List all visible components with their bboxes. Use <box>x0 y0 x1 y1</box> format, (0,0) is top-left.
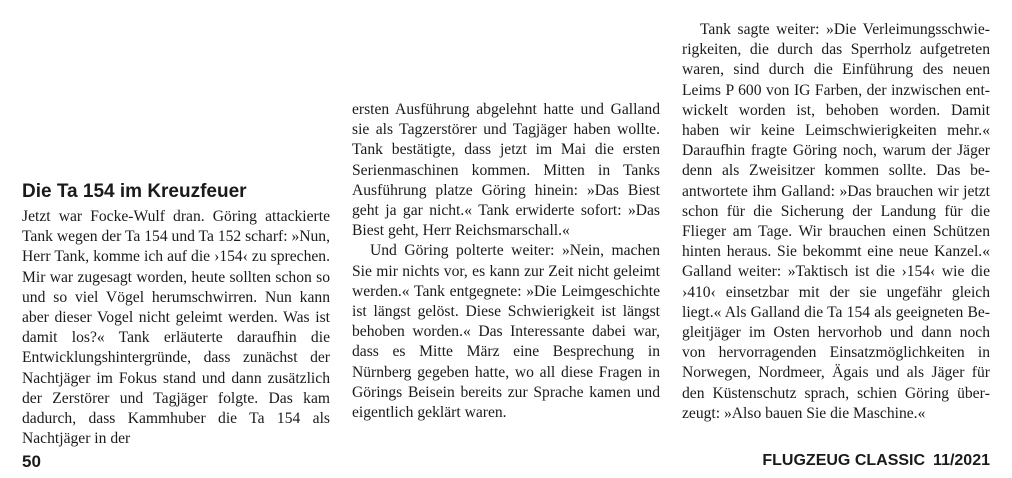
magazine-title: FLUGZEUG CLASSIC <box>762 452 926 469</box>
column-2-paragraph-2: Und Göring polterte weiter: »Nein, machen Sie mir nichts vor, es kann zur Zeit nicht geleimt werden.« Tank entgegnete: »Die Leimgeschichte ist längst gelöst. Diese Schwierigkeit ist längst behoben worden.« Das Interessante dabei war, dass es Mitte März eine Besprechung in Nürnberg gegeben hatte, wo all diese Fragen in Görings Beisein bereits zur Sprache kamen und eigentlich geklärt waren. <box>352 242 660 422</box>
article-column-1 <box>22 180 330 449</box>
column-1-text: Jetzt war Focke-Wulf dran. Göring attackierte Tank wegen der Ta 154 und Ta 152 scharf: »Nun, Herr Tank, komme ich auf die ›154‹ zu sprechen. Mir war zugesagt worden, heute sollten schon so und so viel Vögel herumschwirren. Nun kann aber dieser Vogel nicht geleimt werden. Was ist damit los?« Tank erläuterte daraufhin die Entwicklungshintergründe, dass zunächst der Nachtjäger im Fokus stand und dann zusätzlich der Zerstörer und Tagjäger folgte. Das kam dadurch, dass Kammhuber die Ta 154 als Nachtjäger in der <box>22 208 330 448</box>
article-column-3 <box>682 20 990 424</box>
magazine-footer <box>762 452 990 470</box>
section-heading: Die Ta 154 im Kreuzfeuer <box>22 181 247 202</box>
page-number: 50 <box>22 452 41 471</box>
issue-number: 11/2021 <box>933 452 990 469</box>
article-column-2 <box>352 100 660 423</box>
column-2-paragraph-1: ersten Ausführung abgelehnt hatte und Galland sie als Tagzerstörer und Tagjäger haben wollte. Tank bestätigte, dass jetzt im Mai die ersten Serienmaschinen kommen. Mitten in Tanks Ausführung platze Göring hinein: »Das Biest geht ja gar nicht.« Tank erwiderte sofort: »Das Biest geht, Herr Reichsmarschall.« <box>352 101 660 240</box>
column-3-text: Tank sagte weiter: »Die Verleimungsschwierigkeiten, die durch das Sperrholz aufgetreten waren, sind durch die Einführung des neuen Leims P 600 von IG Farben, der inzwischen entwickelt worden ist, behoben worden. Damit haben wir keine Leimschwierigkeiten mehr.« Daraufhin fragte Göring noch, warum der Jäger denn als Zweisitzer kommen sollte. Das beantwortete ihm Galland: »Das brauchen wir jetzt schon für die Sicherung der Landung für die Flieger am Tage. Wir brauchen einen Schützen hinten heraus. Sie bekommt eine neue Kanzel.« Galland weiter: »Taktisch ist die ›154‹ wie die ›410‹ einsetzbar mit der sie ungefähr gleich liegt.« Als Galland die Ta 154 als geeigneten Begleitjäger im Osten hervorhob und dann noch von hervorragenden Einsatzmöglichkeiten in Norwegen, Nordmeer, Ägais und als Jäger für den Küstenschutz sprach, schien Göring überzeugt: »Also bauen Sie die Maschine.« <box>682 21 990 422</box>
